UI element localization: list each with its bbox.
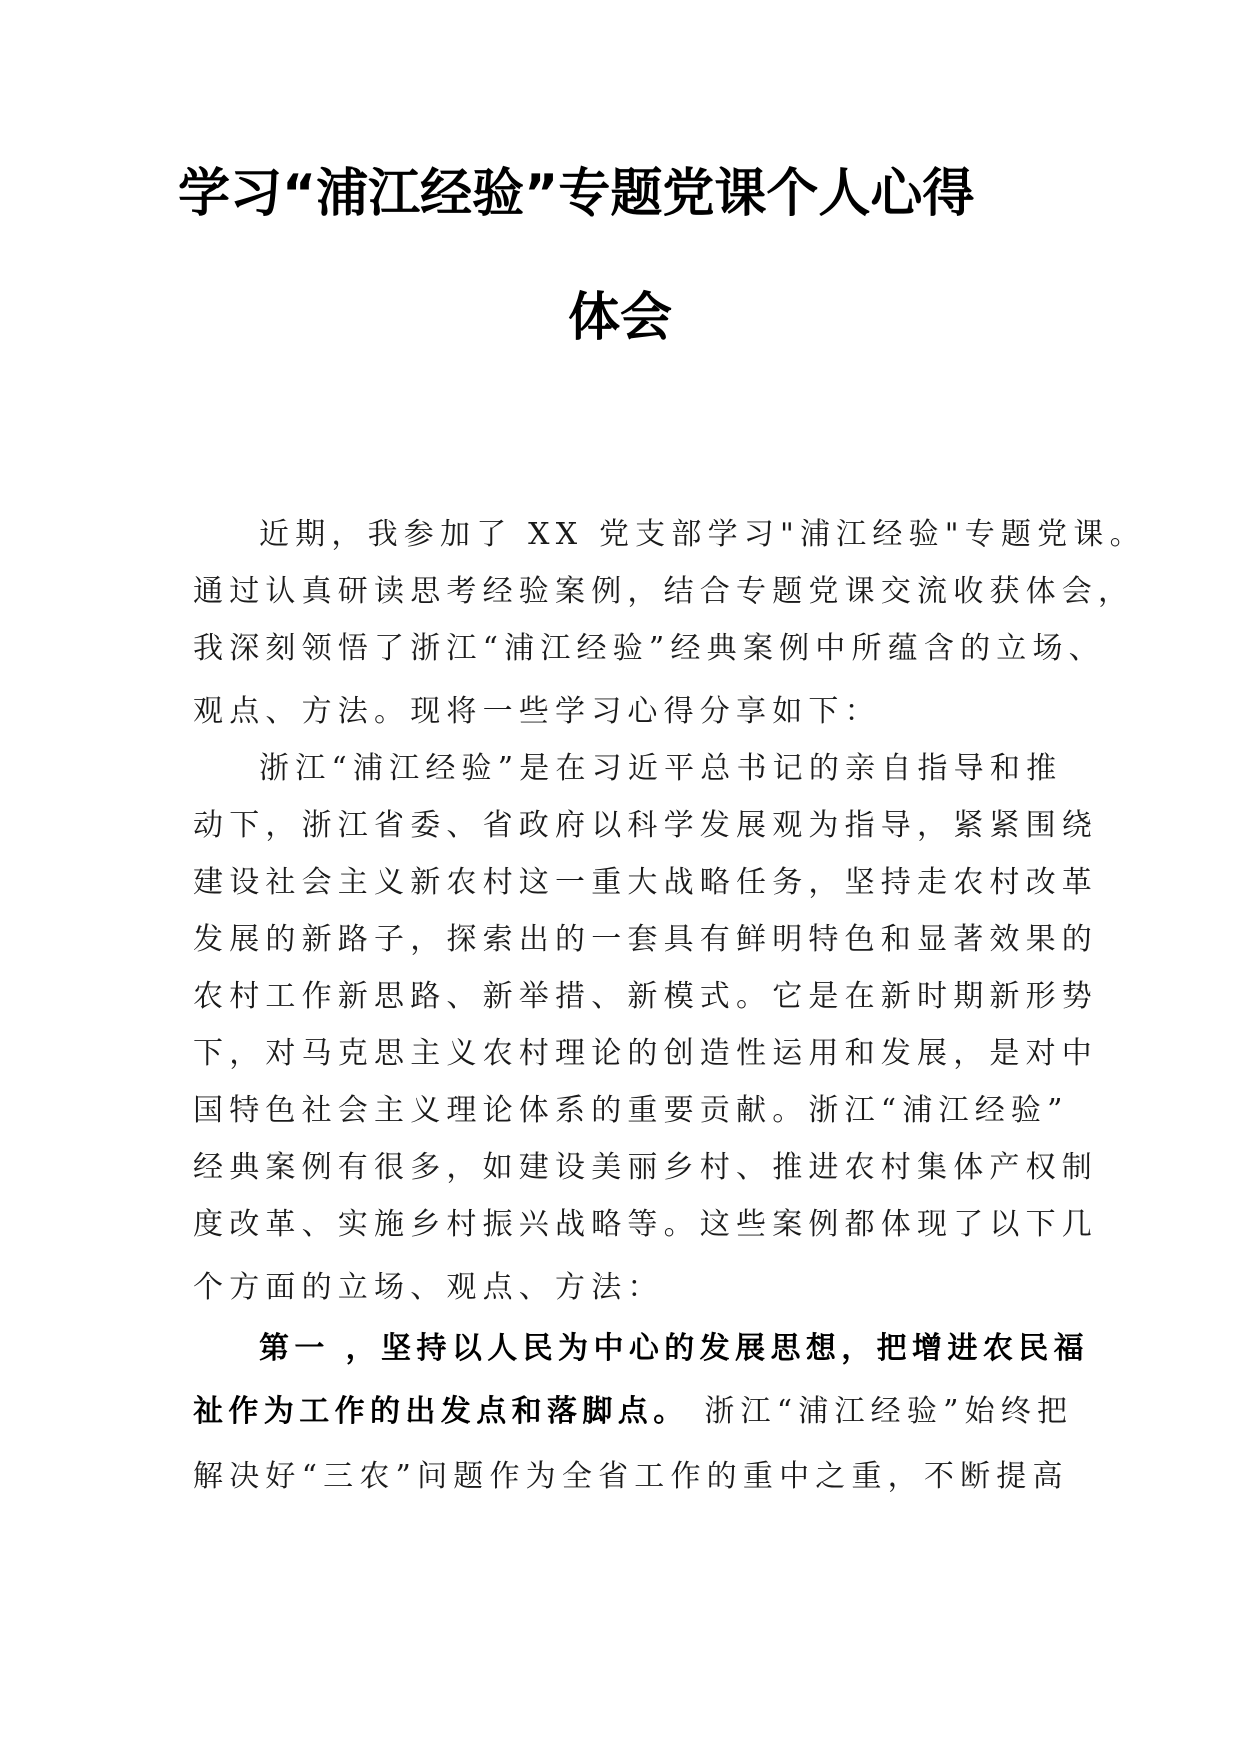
document-title-line-1: 学习“浦江经验”专题党课个人心得 [178, 164, 975, 224]
paragraph-1-line-2: 通过认真研读思考经验案例，结合专题党课交流收获体会， [193, 574, 1135, 609]
paragraph-2-line-7: 国特色社会主义理论体系的重要贡献。浙江“浦江经验” [193, 1093, 1069, 1128]
document-title-line-2: 体会 [567, 288, 672, 348]
paragraph-1-line-1: 近期，我参加了 XX 党支部学习"浦江经验"专题党课。 [259, 517, 1146, 552]
paragraph-3-line-2-text: 浙江“浦江经验”始终把 [688, 1394, 1074, 1429]
paragraph-3-heading-line-1: 第一 ，坚持以人民为中心的发展思想，把增进农民福 [259, 1331, 1090, 1366]
paragraph-2-line-4: 发展的新路子，探索出的一套具有鲜明特色和显著效果的 [193, 922, 1098, 957]
paragraph-2-line-3: 建设社会主义新农村这一重大战略任务，坚持走农村改革 [193, 865, 1098, 900]
paragraph-2-line-9: 度改革、实施乡村振兴战略等。这些案例都体现了以下几 [193, 1207, 1098, 1242]
paragraph-2-line-1: 浙江“浦江经验”是在习近平总书记的亲自指导和推 [259, 751, 1063, 786]
paragraph-2-line-10: 个方面的立场、观点、方法： [193, 1270, 664, 1305]
paragraph-2-line-8: 经典案例有很多，如建设美丽乡村、推进农村集体产权制 [193, 1150, 1098, 1185]
paragraph-1-line-3: 我深刻领悟了浙江“浦江经验”经典案例中所蕴含的立场、 [193, 631, 1105, 666]
paragraph-1-line-4: 观点、方法。现将一些学习心得分享如下： [193, 694, 881, 729]
paragraph-2-line-2: 动下，浙江省委、省政府以科学发展观为指导，紧紧围绕 [193, 808, 1098, 843]
paragraph-2-line-6: 下，对马克思主义农村理论的创造性运用和发展，是对中 [193, 1036, 1098, 1071]
paragraph-3-heading-line-2: 祉作为工作的出发点和落脚点。 [193, 1394, 689, 1429]
paragraph-2-line-5: 农村工作新思路、新举措、新模式。它是在新时期新形势 [193, 979, 1098, 1014]
paragraph-3-line-2 [193, 1383, 1073, 1441]
paragraph-3-line-3: 解决好“三农”问题作为全省工作的重中之重，不断提高 [193, 1459, 1069, 1494]
